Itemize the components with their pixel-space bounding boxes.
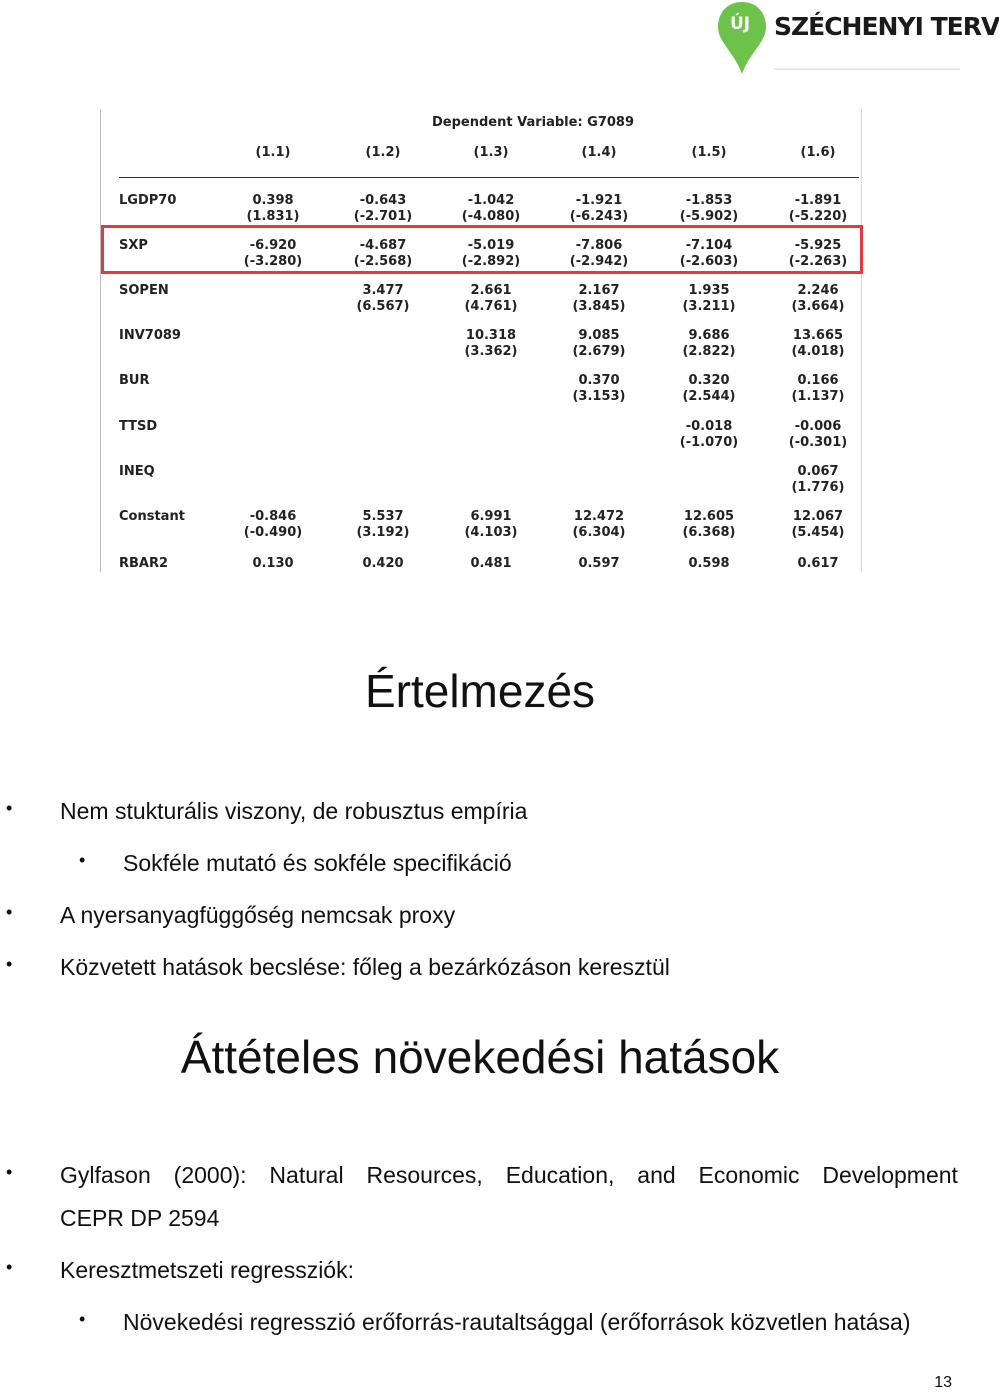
coefficient: 0.617 <box>797 556 839 571</box>
logo-brand-text: SZÉCHENYI TERV <box>774 12 999 41</box>
table-cell <box>228 509 318 541</box>
reference-continuation: CEPR DP 2594 <box>60 1205 220 1231</box>
t-statistic: (3.362) <box>464 344 518 359</box>
bullet-dot: • <box>6 902 13 922</box>
t-statistic: (-2.603) <box>679 254 739 269</box>
t-statistic: (2.679) <box>572 344 626 359</box>
row-label: INEQ <box>119 464 155 479</box>
t-statistic: (3.845) <box>572 299 626 314</box>
coefficient: -7.104 <box>685 238 733 253</box>
bullet-dot: • <box>79 1309 86 1329</box>
t-statistic: (2.822) <box>682 344 736 359</box>
bullet-text: Keresztmetszeti regressziók: <box>60 1257 354 1283</box>
row-label: LGDP70 <box>119 193 177 208</box>
column-header: (1.5) <box>691 145 727 160</box>
table-cell <box>338 509 428 541</box>
szechenyi-terv-logo <box>714 0 999 78</box>
table-cell <box>664 283 754 315</box>
coefficient: 0.398 <box>252 193 294 208</box>
table-cell <box>554 556 644 572</box>
t-statistic: (-2.701) <box>353 209 413 224</box>
bullet-3 <box>6 954 670 981</box>
coefficient: 0.370 <box>578 373 620 388</box>
table-cell <box>446 193 536 225</box>
table-title: Dependent Variable: G7089 <box>432 115 635 130</box>
coefficient: 0.130 <box>252 556 294 571</box>
column-header: (1.4) <box>581 145 617 160</box>
table-cell <box>338 238 428 270</box>
t-statistic: (6.567) <box>356 299 410 314</box>
t-statistic: (6.368) <box>682 525 736 540</box>
table-cell <box>554 373 644 405</box>
t-statistic: (6.304) <box>572 525 626 540</box>
coefficient: -0.643 <box>359 193 407 208</box>
table-cell <box>554 509 644 541</box>
reference-word: Gylfason <box>60 1162 151 1188</box>
coefficient: -0.846 <box>249 509 297 524</box>
table-cell <box>338 283 428 315</box>
table-cell <box>446 238 536 270</box>
bullet-dot: • <box>6 798 13 818</box>
t-statistic: (-5.902) <box>679 209 739 224</box>
coefficient: -5.925 <box>794 238 842 253</box>
t-statistic: (2.544) <box>682 389 736 404</box>
reference-word: Natural <box>269 1162 344 1188</box>
table-cell <box>554 238 644 270</box>
table-cell <box>773 373 863 405</box>
t-statistic: (1.831) <box>246 209 300 224</box>
table-cell <box>664 556 754 572</box>
coefficient: 5.537 <box>362 509 404 524</box>
t-statistic: (-4.080) <box>461 209 521 224</box>
table-cell <box>446 283 536 315</box>
row-label: Constant <box>119 509 185 524</box>
coefficient: -1.891 <box>794 193 842 208</box>
bullet-dot: • <box>6 1162 13 1182</box>
t-statistic: (-2.568) <box>353 254 413 269</box>
bullet-1 <box>6 798 528 825</box>
coefficient: 3.477 <box>362 283 404 298</box>
coefficient: 2.167 <box>578 283 620 298</box>
row-label: SXP <box>119 238 148 253</box>
t-statistic: (-6.243) <box>569 209 629 224</box>
t-statistic: (1.137) <box>791 389 845 404</box>
row-label: BUR <box>119 373 150 388</box>
sub-bullet-growth <box>79 1309 911 1336</box>
coefficient: 0.067 <box>797 464 839 479</box>
table-cell <box>554 193 644 225</box>
table-cell <box>773 193 863 225</box>
row-label: RBAR2 <box>119 556 169 571</box>
table-cell <box>228 193 318 225</box>
t-statistic: (3.211) <box>682 299 736 314</box>
t-statistic: (-0.490) <box>243 525 303 540</box>
reference-line <box>60 1162 958 1189</box>
t-statistic: (-1.070) <box>679 435 739 450</box>
t-statistic: (-3.280) <box>243 254 303 269</box>
table-cell <box>554 328 644 360</box>
coefficient: 2.661 <box>470 283 512 298</box>
coefficient: -0.018 <box>685 419 733 434</box>
bullet-dot: • <box>6 1257 13 1277</box>
bullet-dot: • <box>79 850 86 870</box>
logo-pin-text: ÚJ <box>730 14 751 34</box>
table-cell <box>664 328 754 360</box>
coefficient: -6.920 <box>249 238 297 253</box>
coefficient: -1.042 <box>467 193 515 208</box>
t-statistic: (4.018) <box>791 344 845 359</box>
coefficient: 12.067 <box>792 509 844 524</box>
table-cell <box>446 509 536 541</box>
coefficient: -1.853 <box>685 193 733 208</box>
table-cell <box>664 193 754 225</box>
table-cell <box>228 238 318 270</box>
table-cell <box>773 328 863 360</box>
t-statistic: (4.761) <box>464 299 518 314</box>
bullet-text: Nem stukturális viszony, de robusztus empíria <box>60 798 528 824</box>
coefficient: 2.246 <box>797 283 839 298</box>
coefficient: 9.686 <box>688 328 730 343</box>
t-statistic: (-2.263) <box>788 254 848 269</box>
column-header: (1.1) <box>255 145 291 160</box>
t-statistic: (-0.301) <box>788 435 848 450</box>
coefficient: -4.687 <box>359 238 407 253</box>
t-statistic: (-5.220) <box>788 209 848 224</box>
section-title-ertelmezes: Értelmezés <box>364 665 596 717</box>
t-statistic: (1.776) <box>791 480 845 495</box>
column-header: (1.2) <box>365 145 401 160</box>
t-statistic: (3.153) <box>572 389 626 404</box>
page-number: 13 <box>934 1374 952 1391</box>
section-title-attételes: Áttételes növekedési hatások <box>180 1031 780 1083</box>
t-statistic: (4.103) <box>464 525 518 540</box>
coefficient: 0.598 <box>688 556 730 571</box>
column-header: (1.3) <box>473 145 509 160</box>
reference-word: and <box>637 1162 676 1188</box>
coefficient: 12.605 <box>683 509 735 524</box>
column-header: (1.6) <box>800 145 836 160</box>
bullet-cross-section <box>6 1257 354 1284</box>
coefficient: 6.991 <box>470 509 512 524</box>
bullet-text: A nyersanyagfüggőség nemcsak proxy <box>60 902 456 928</box>
t-statistic: (-2.892) <box>461 254 521 269</box>
bullet-2 <box>6 902 456 929</box>
bullet-text: Növekedési regresszió erőforrás-rautaltsággal (erőforrások közvetlen hatása) <box>123 1309 911 1335</box>
coefficient: 1.935 <box>688 283 730 298</box>
t-statistic: (5.454) <box>791 525 845 540</box>
coefficient: 0.481 <box>470 556 512 571</box>
t-statistic: (3.664) <box>791 299 845 314</box>
t-statistic: (3.192) <box>356 525 410 540</box>
sub-bullet-1 <box>79 850 512 877</box>
bullet-dot: • <box>6 954 13 974</box>
table-cell <box>664 373 754 405</box>
coefficient: -7.806 <box>575 238 623 253</box>
table-cell <box>554 283 644 315</box>
table-cell <box>664 509 754 541</box>
reference-word: (2000): <box>173 1162 247 1188</box>
coefficient: 0.166 <box>797 373 839 388</box>
table-cell <box>664 419 754 451</box>
table-cell <box>773 238 863 270</box>
coefficient: -5.019 <box>467 238 515 253</box>
table-cell <box>664 238 754 270</box>
table-cell <box>773 556 863 572</box>
coefficient: 9.085 <box>578 328 620 343</box>
header-rule <box>119 177 859 178</box>
coefficient: 12.472 <box>573 509 625 524</box>
table-cell <box>338 193 428 225</box>
table-cell <box>338 556 428 572</box>
reference-word: Education, <box>505 1162 615 1188</box>
t-statistic: (-2.942) <box>569 254 629 269</box>
coefficient: 10.318 <box>465 328 517 343</box>
table-cell <box>773 509 863 541</box>
bullet-text: Közvetett hatások becslése: főleg a bezárkózáson keresztül <box>60 954 670 980</box>
coefficient: 0.320 <box>688 373 730 388</box>
row-label: SOPEN <box>119 283 169 298</box>
bullet-text: Sokféle mutató és sokféle specifikáció <box>123 850 512 876</box>
coefficient: -1.921 <box>575 193 623 208</box>
table-cell <box>446 556 536 572</box>
reference-word: Development <box>822 1162 958 1188</box>
regression-table <box>100 109 862 572</box>
coefficient: -0.006 <box>794 419 842 434</box>
reference-word: Economic <box>698 1162 800 1188</box>
table-cell <box>773 419 863 451</box>
table-cell <box>446 328 536 360</box>
table-cell <box>228 556 318 572</box>
reference-word: Resources, <box>366 1162 483 1188</box>
table-cell <box>773 283 863 315</box>
coefficient: 0.597 <box>578 556 620 571</box>
row-label: INV7089 <box>119 328 181 343</box>
table-cell <box>773 464 863 496</box>
coefficient: 0.420 <box>362 556 404 571</box>
coefficient: 13.665 <box>792 328 844 343</box>
row-label: TTSD <box>119 419 158 434</box>
